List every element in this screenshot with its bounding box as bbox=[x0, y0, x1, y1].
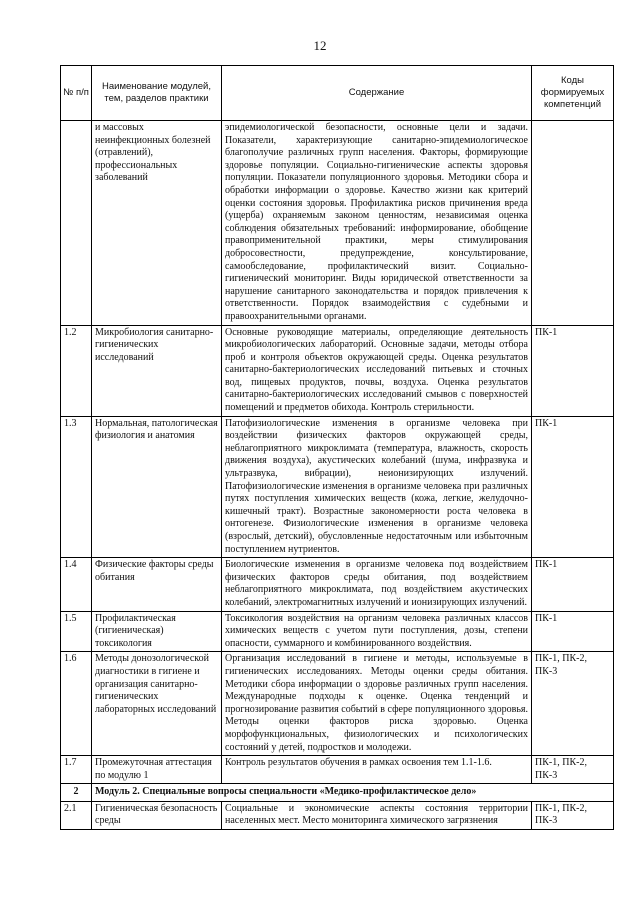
row-num: 1.5 bbox=[61, 611, 92, 652]
module-title: Модуль 2. Специальные вопросы специальности «Медико-профилактическое дело» bbox=[92, 784, 614, 802]
page-number: 12 bbox=[313, 38, 327, 53]
row-codes: ПК-1 bbox=[532, 611, 614, 652]
table-row bbox=[61, 558, 614, 611]
module-num: 2 bbox=[61, 784, 92, 802]
row-codes: ПК-1, ПК-2, ПК-3 bbox=[532, 652, 614, 756]
row-codes: ПК-1 bbox=[532, 325, 614, 416]
table-row bbox=[61, 611, 614, 652]
header-codes: Коды формируемых компетенций bbox=[532, 66, 614, 121]
row-content: Организация исследований в гигиене и методы, используемые в гигиенических исследованиях. Методы оценки среды обитания. Методики сбора информации о здоровье различных групп населения. Международные подходы к оценке. Оценка тенденций и прогнозирование развития событий в сфере популяционного здоровья. Методы оценки факторов риска здоровью. Оценка морфофункциональных, физиологических и психологических состояний у детей, подростков и молодежи. bbox=[222, 652, 532, 756]
row-codes: ПК-1, ПК-2, ПК-3 bbox=[532, 756, 614, 784]
header-name: Наименование модулей, тем, разделов практики bbox=[92, 66, 222, 121]
table-row bbox=[61, 121, 614, 326]
row-content: Основные руководящие материалы, определяющие деятельность микробиологических лабораторий. Основные задачи, методы отбора проб и контроля объектов окружающей среды. Оценка результатов санитарно-бактериологических исследований питьевых и сточных вод, пищевых продуктов, почвы, воздуха. Оценка результатов санитарно-бактериологических исследований смывов с поверхностей помещений и предметов обихода. Контроль стерильности. bbox=[222, 325, 532, 416]
row-content: Контроль результатов обучения в рамках освоения тем 1.1-1.6. bbox=[222, 756, 532, 784]
row-content: эпидемиологической безопасности, основные цели и задачи. Показатели, характеризующие санитарно-эпидемиологическое благополучие различных групп населения. Факторы, формирующие здоровье популяции. Социально-гигиенические аспекты здоровья популяции. Показатели популяционного здоровья. Методики сбора и обработки информации о здоровье. Качество жизни как критерий оценки состояния здоровья. Профилактика рисков причинения вреда (ущерба) охраняемым законом ценностям, независимая оценка соблюдения обязательных требований: информирование, обобщение правоприменительной практики, меры стимулирования добросовестности, предупреждение, консультирование, самообследование, профилактический визит. Социально-гигиенический мониторинг. Виды юридической ответственности за нарушение санитарного законодательства и порядок привлечения к ответственности. Порядок взаимодействия с судебными и правоохранительными органами. bbox=[222, 121, 532, 326]
module-heading-row bbox=[61, 784, 614, 802]
row-num: 2.1 bbox=[61, 801, 92, 829]
row-content: Токсикология воздействия на организм человека различных классов химических веществ с учетом пути поступления, дозы, степени опасности, суммарного и комбинированного воздействия. bbox=[222, 611, 532, 652]
row-num: 1.7 bbox=[61, 756, 92, 784]
row-content: Биологические изменения в организме человека под воздействием физических факторов среды обитания, под воздействием неблагоприятного микроклимата, под воздействием акустических колебаний, электромагнитных излучений и ионизирующих излучений. bbox=[222, 558, 532, 611]
curriculum-table bbox=[60, 65, 614, 830]
row-codes: ПК-1, ПК-2, ПК-3 bbox=[532, 801, 614, 829]
row-codes: ПК-1 bbox=[532, 416, 614, 558]
row-num: 1.6 bbox=[61, 652, 92, 756]
row-num: 1.4 bbox=[61, 558, 92, 611]
row-num bbox=[61, 121, 92, 326]
table-row bbox=[61, 652, 614, 756]
table-row bbox=[61, 416, 614, 558]
row-num: 1.3 bbox=[61, 416, 92, 558]
table-header-row bbox=[61, 66, 614, 121]
row-codes bbox=[532, 121, 614, 326]
table-row bbox=[61, 756, 614, 784]
row-name: Профилактическая (гигиеническая) токсикология bbox=[92, 611, 222, 652]
row-name: Методы донозологической диагностики в гигиене и организация санитарно-гигиенических лабораторных исследований bbox=[92, 652, 222, 756]
header-content: Содержание bbox=[222, 66, 532, 121]
header-num: № п/п bbox=[61, 66, 92, 121]
row-name: Промежуточная аттестация по модулю 1 bbox=[92, 756, 222, 784]
table-row bbox=[61, 801, 614, 829]
row-name: Гигиеническая безопасность среды bbox=[92, 801, 222, 829]
row-codes: ПК-1 bbox=[532, 558, 614, 611]
row-content: Социальные и экономические аспекты состояния территории населенных мест. Место мониторинга химического загрязнения bbox=[222, 801, 532, 829]
row-name: и массовых неинфекционных болезней (отравлений), профессиональных заболеваний bbox=[92, 121, 222, 326]
table-row bbox=[61, 325, 614, 416]
row-name: Физические факторы среды обитания bbox=[92, 558, 222, 611]
row-num: 1.2 bbox=[61, 325, 92, 416]
row-name: Микробиология санитарно-гигиенических исследований bbox=[92, 325, 222, 416]
row-name: Нормальная, патологическая физиология и анатомия bbox=[92, 416, 222, 558]
row-content: Патофизиологические изменения в организме человека при воздействии физических факторов окружающей среды, неблагоприятного микроклимата (температура, влажность, скорость движения воздуха), акустических колебаний (шума, инфразвука и ультразвука, вибрации), неионизирующих излучений. Патофизиологические изменения в организме человека при различных путях поступления химических веществ (кожа, легкие, желудочно-кишечный тракт). Возрастные закономерности роста человека в онтогенезе. Физиологические изменения в организме человека (взрослый, детский), обусловленные недостаточным или избыточным поступлением нутриентов. bbox=[222, 416, 532, 558]
